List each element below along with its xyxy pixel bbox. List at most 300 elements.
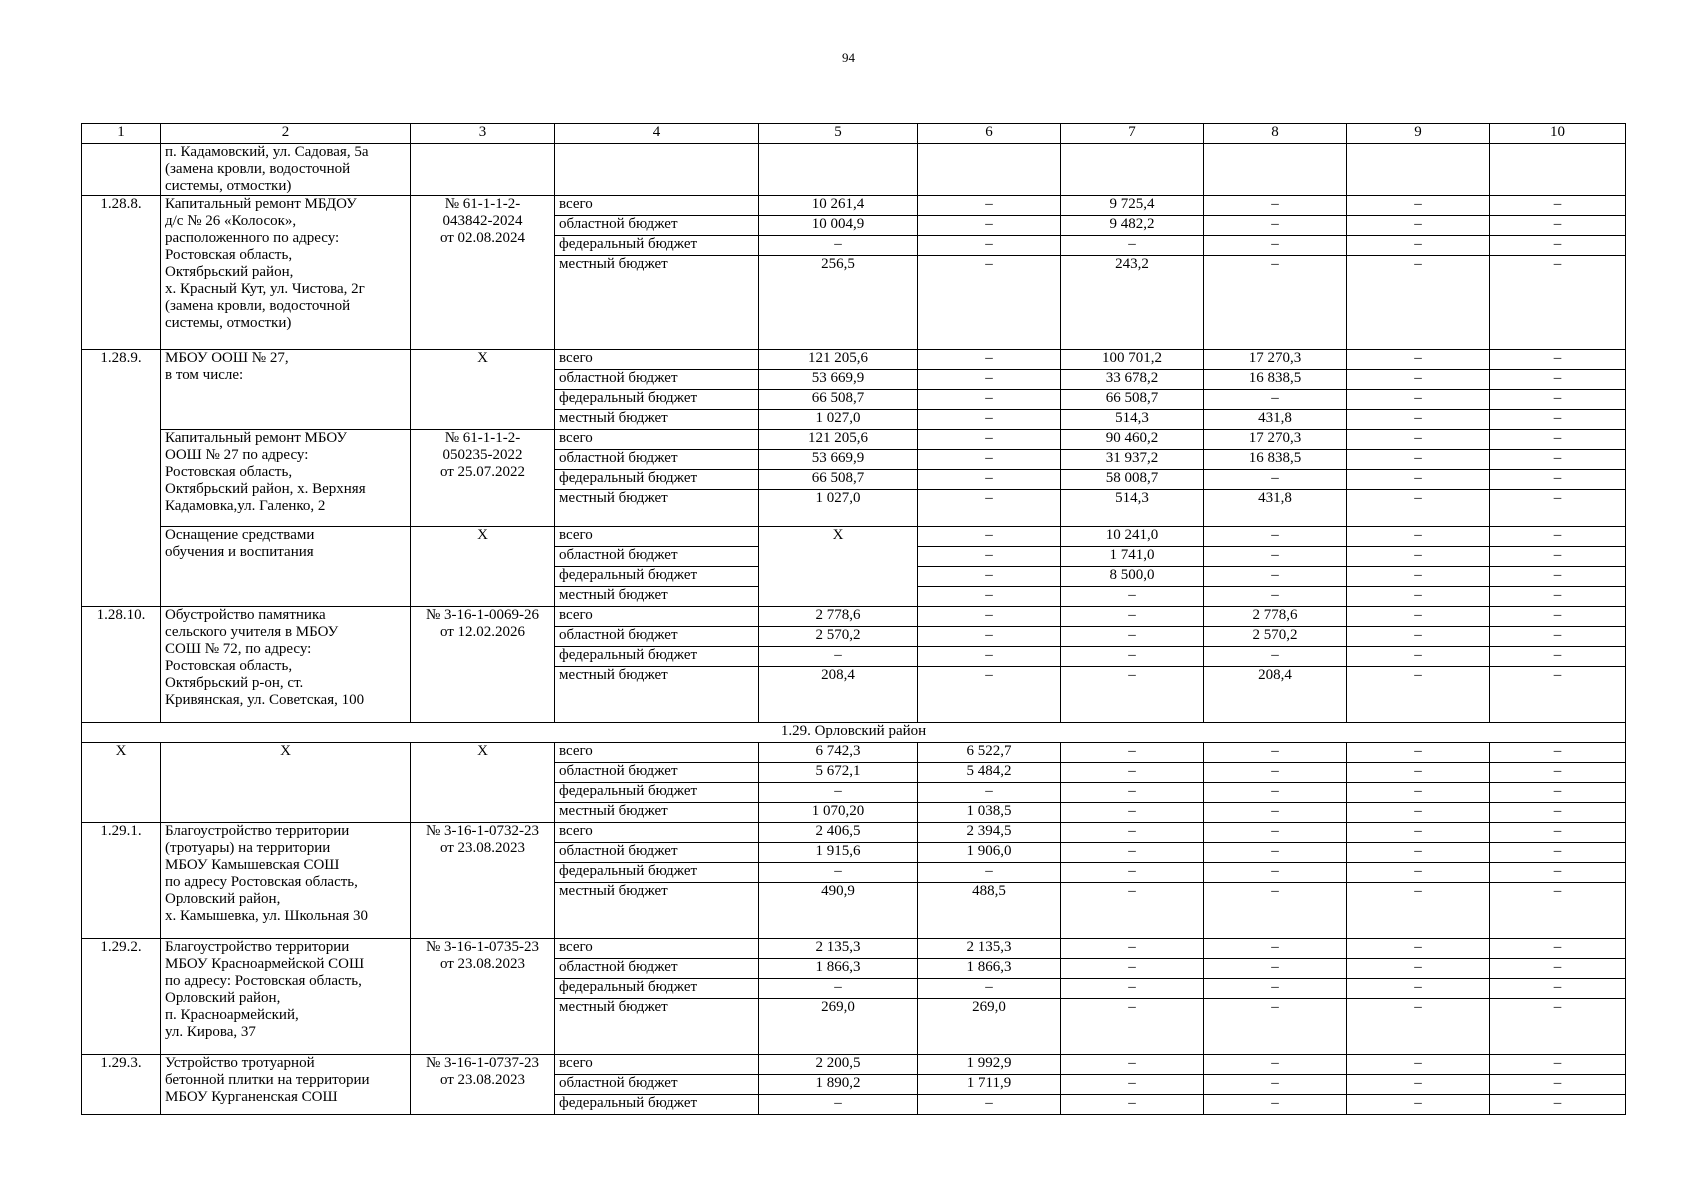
value-cell: 17 270,3: [1204, 430, 1347, 450]
cell-text-line: (тротуары) на территории: [165, 840, 331, 856]
value-cell: –: [759, 863, 918, 883]
value-cell: –: [1204, 843, 1347, 863]
value-cell: 100 701,2: [1061, 350, 1204, 370]
value-cell: 10 004,9: [759, 216, 918, 236]
value-cell: –: [1061, 959, 1204, 979]
value-cell: 31 937,2: [1061, 450, 1204, 470]
value-cell: 488,5: [918, 883, 1061, 939]
table-row: [82, 527, 1626, 547]
empty-cell: [1061, 144, 1204, 196]
value-cell: –: [1347, 959, 1490, 979]
value-cell: –: [1204, 647, 1347, 667]
table-body: [82, 124, 1626, 1115]
cell-text-line: Кривянская, ул. Советская, 100: [165, 692, 365, 708]
empty-cell: [411, 144, 555, 196]
page-number: 94: [842, 50, 855, 65]
value-cell: –: [1347, 430, 1490, 450]
value-cell: –: [1061, 647, 1204, 667]
empty-cell: [759, 144, 918, 196]
cell-text-line: № 3-16-1-0732-23: [425, 823, 540, 839]
cell-text-line: от 23.08.2023: [439, 840, 526, 856]
value-cell: –: [1490, 1095, 1626, 1115]
cell-text-line: х. Камышевка, ул. Школьная 30: [165, 908, 368, 924]
value-cell: –: [759, 236, 918, 256]
cell-text-line: (замена кровли, водосточной: [165, 161, 351, 177]
continuation-row: [82, 144, 1626, 196]
value-cell: –: [1204, 959, 1347, 979]
table-row: [82, 939, 1626, 959]
value-cell: –: [1490, 743, 1626, 763]
value-cell: 10 241,0: [1061, 527, 1204, 547]
funding-source-cell: федеральный бюджет: [555, 236, 759, 256]
value-cell: 53 669,9: [759, 370, 918, 390]
value-cell: –: [1347, 410, 1490, 430]
value-cell: 8 500,0: [1061, 567, 1204, 587]
value-cell: –: [918, 256, 1061, 350]
value-cell: 10 261,4: [759, 196, 918, 216]
object-name-cell: [161, 939, 411, 1055]
funding-source-cell: федеральный бюджет: [555, 390, 759, 410]
value-cell: 269,0: [759, 999, 918, 1055]
value-cell: –: [1490, 979, 1626, 999]
value-cell: 1 890,2: [759, 1075, 918, 1095]
value-cell: –: [1061, 863, 1204, 883]
value-cell: –: [918, 587, 1061, 607]
funding-source-cell: федеральный бюджет: [555, 783, 759, 803]
cell-text-line: Октябрьский р-он, ст.: [165, 675, 304, 691]
value-cell: –: [1061, 939, 1204, 959]
value-cell: Х: [759, 527, 918, 607]
value-cell: –: [1204, 939, 1347, 959]
value-cell: 1 027,0: [759, 410, 918, 430]
value-cell: –: [1490, 236, 1626, 256]
funding-source-cell: местный бюджет: [555, 410, 759, 430]
value-cell: –: [918, 527, 1061, 547]
cell-text-line: от 23.08.2023: [439, 1072, 526, 1088]
cell-text-line: Благоустройство территории: [165, 939, 350, 955]
value-cell: –: [1490, 823, 1626, 843]
cell-text-line: Благоустройство территории: [165, 823, 350, 839]
cell-text-line: х. Красный Кут, ул. Чистова, 2г: [165, 281, 365, 297]
value-cell: 269,0: [918, 999, 1061, 1055]
empty-cell: [1490, 144, 1626, 196]
value-cell: –: [1347, 490, 1490, 527]
cell-text-line: (замена кровли, водосточной: [165, 298, 351, 314]
value-cell: –: [1347, 783, 1490, 803]
funding-source-cell: федеральный бюджет: [555, 979, 759, 999]
cell-text-line: МБОУ ООШ № 27,: [165, 350, 289, 366]
cell-text-line: № 61-1-1-2-: [444, 430, 521, 446]
value-cell: 431,8: [1204, 490, 1347, 527]
value-cell: –: [1490, 1055, 1626, 1075]
value-cell: –: [1204, 883, 1347, 939]
value-cell: –: [1490, 350, 1626, 370]
funding-source-cell: местный бюджет: [555, 667, 759, 723]
value-cell: 16 838,5: [1204, 370, 1347, 390]
value-cell: 2 778,6: [1204, 607, 1347, 627]
value-cell: 2 135,3: [918, 939, 1061, 959]
document-cell: [411, 350, 555, 430]
column-header: 3: [411, 124, 555, 144]
value-cell: –: [918, 370, 1061, 390]
object-name-cell: [161, 350, 411, 430]
document-cell: [411, 1055, 555, 1115]
value-cell: –: [1204, 1075, 1347, 1095]
cell-text-line: Х: [477, 743, 488, 759]
funding-source-cell: федеральный бюджет: [555, 863, 759, 883]
value-cell: –: [1490, 527, 1626, 547]
value-cell: –: [918, 470, 1061, 490]
item-number-cell: 1.29.1.: [82, 823, 161, 939]
funding-source-cell: областной бюджет: [555, 1075, 759, 1095]
value-cell: 1 992,9: [918, 1055, 1061, 1075]
cell-text-line: ул. Кирова, 37: [165, 1024, 256, 1040]
value-cell: –: [1490, 410, 1626, 430]
value-cell: 9 725,4: [1061, 196, 1204, 216]
value-cell: 431,8: [1204, 410, 1347, 430]
cell-text-line: п. Красноармейский,: [165, 1007, 299, 1023]
object-name-cell: [161, 743, 411, 823]
value-cell: –: [1490, 430, 1626, 450]
value-cell: –: [1061, 1055, 1204, 1075]
value-cell: –: [1204, 256, 1347, 350]
cell-text-line: Ростовская область,: [165, 658, 293, 674]
cell-text-line: Х: [280, 743, 291, 759]
value-cell: –: [1490, 647, 1626, 667]
funding-source-cell: областной бюджет: [555, 843, 759, 863]
section-title: 1.29. Орловский район: [82, 723, 1626, 743]
value-cell: 1 866,3: [918, 959, 1061, 979]
value-cell: 6 522,7: [918, 743, 1061, 763]
funding-source-cell: всего: [555, 823, 759, 843]
value-cell: –: [1490, 627, 1626, 647]
funding-source-cell: всего: [555, 743, 759, 763]
cell-text-line: № 3-16-1-0069-26: [425, 607, 540, 623]
funding-source-cell: всего: [555, 350, 759, 370]
value-cell: –: [1490, 470, 1626, 490]
value-cell: –: [1204, 743, 1347, 763]
funding-source-cell: областной бюджет: [555, 959, 759, 979]
funding-source-cell: областной бюджет: [555, 370, 759, 390]
funding-source-cell: областной бюджет: [555, 627, 759, 647]
value-cell: –: [1347, 196, 1490, 216]
funding-source-cell: всего: [555, 527, 759, 547]
object-name-cell: [161, 196, 411, 350]
cell-text-line: Капитальный ремонт МБОУ: [165, 430, 347, 446]
value-cell: –: [1347, 979, 1490, 999]
value-cell: –: [1490, 450, 1626, 470]
cell-text-line: № 61-1-1-2-: [444, 196, 521, 212]
value-cell: –: [1204, 1055, 1347, 1075]
document-cell: [411, 430, 555, 527]
item-number-cell: 1.28.9.: [82, 350, 161, 607]
value-cell: –: [1347, 256, 1490, 350]
value-cell: –: [1490, 567, 1626, 587]
value-cell: –: [1347, 863, 1490, 883]
object-name-cell: [161, 1055, 411, 1115]
value-cell: 1 866,3: [759, 959, 918, 979]
value-cell: –: [1490, 547, 1626, 567]
value-cell: –: [1490, 863, 1626, 883]
funding-source-cell: областной бюджет: [555, 450, 759, 470]
object-name-cell: [161, 823, 411, 939]
section-header-row: [82, 723, 1626, 743]
value-cell: –: [1490, 763, 1626, 783]
item-number-cell: [82, 144, 161, 196]
value-cell: –: [1347, 547, 1490, 567]
empty-cell: [1204, 144, 1347, 196]
document-cell: [411, 607, 555, 723]
value-cell: –: [1204, 999, 1347, 1055]
value-cell: –: [1347, 236, 1490, 256]
funding-source-cell: всего: [555, 939, 759, 959]
value-cell: –: [1061, 607, 1204, 627]
value-cell: 90 460,2: [1061, 430, 1204, 450]
table-row: [82, 607, 1626, 627]
value-cell: –: [1347, 1095, 1490, 1115]
funding-source-cell: местный бюджет: [555, 256, 759, 350]
value-cell: –: [1204, 567, 1347, 587]
value-cell: 2 135,3: [759, 939, 918, 959]
cell-text-line: 050235-2022: [442, 447, 523, 463]
cell-text-line: Ростовская область,: [165, 247, 293, 263]
value-cell: –: [918, 647, 1061, 667]
value-cell: –: [1204, 783, 1347, 803]
value-cell: 1 741,0: [1061, 547, 1204, 567]
value-cell: 6 742,3: [759, 743, 918, 763]
object-name-cell: [161, 527, 411, 607]
table-row: [82, 743, 1626, 763]
value-cell: –: [918, 607, 1061, 627]
value-cell: –: [1347, 743, 1490, 763]
cell-text-line: по адресу Ростовская область,: [165, 874, 358, 890]
value-cell: –: [1490, 1075, 1626, 1095]
value-cell: –: [918, 863, 1061, 883]
empty-cell: [918, 144, 1061, 196]
value-cell: –: [918, 627, 1061, 647]
cell-text-line: системы, отмостки): [165, 178, 292, 194]
table-row: [82, 823, 1626, 843]
value-cell: –: [918, 1095, 1061, 1115]
value-cell: –: [918, 567, 1061, 587]
column-header: 10: [1490, 124, 1626, 144]
funding-source-cell: всего: [555, 1055, 759, 1075]
value-cell: 2 570,2: [759, 627, 918, 647]
value-cell: –: [1061, 667, 1204, 723]
value-cell: –: [1490, 370, 1626, 390]
item-number-cell: 1.28.8.: [82, 196, 161, 350]
cell-text-line: Капитальный ремонт МБДОУ: [165, 196, 357, 212]
funding-source-cell: областной бюджет: [555, 763, 759, 783]
value-cell: –: [1061, 843, 1204, 863]
value-cell: 1 906,0: [918, 843, 1061, 863]
value-cell: –: [1347, 1055, 1490, 1075]
value-cell: –: [918, 783, 1061, 803]
empty-cell: [1347, 144, 1490, 196]
cell-text-line: бетонной плитки на территории: [165, 1072, 370, 1088]
value-cell: –: [1347, 627, 1490, 647]
cell-text-line: МБОУ Красноармейской СОШ: [165, 956, 365, 972]
funding-source-cell: федеральный бюджет: [555, 567, 759, 587]
cell-text-line: от 12.02.2026: [439, 624, 526, 640]
value-cell: –: [1347, 999, 1490, 1055]
object-name-cell: [161, 607, 411, 723]
value-cell: –: [1490, 667, 1626, 723]
cell-text-line: Х: [477, 350, 488, 366]
value-cell: –: [1204, 763, 1347, 783]
value-cell: –: [759, 979, 918, 999]
value-cell: 121 205,6: [759, 350, 918, 370]
value-cell: –: [1204, 863, 1347, 883]
value-cell: –: [1204, 823, 1347, 843]
cell-text-line: № 3-16-1-0737-23: [425, 1055, 540, 1071]
cell-text-line: от 25.07.2022: [439, 464, 526, 480]
value-cell: –: [1347, 667, 1490, 723]
value-cell: 1 038,5: [918, 803, 1061, 823]
value-cell: –: [1490, 256, 1626, 350]
cell-text-line: Х: [477, 527, 488, 543]
document-cell: [411, 939, 555, 1055]
value-cell: –: [1490, 216, 1626, 236]
value-cell: –: [1061, 979, 1204, 999]
value-cell: –: [759, 647, 918, 667]
value-cell: –: [1204, 470, 1347, 490]
cell-text-line: Октябрьский район, х. Верхняя: [165, 481, 366, 497]
document-cell: [411, 196, 555, 350]
value-cell: –: [1347, 823, 1490, 843]
value-cell: 514,3: [1061, 490, 1204, 527]
value-cell: 5 672,1: [759, 763, 918, 783]
cell-text-line: от 02.08.2024: [439, 230, 526, 246]
value-cell: 66 508,7: [1061, 390, 1204, 410]
value-cell: –: [918, 430, 1061, 450]
funding-source-cell: местный бюджет: [555, 883, 759, 939]
funding-source-cell: областной бюджет: [555, 216, 759, 236]
value-cell: –: [918, 236, 1061, 256]
value-cell: –: [918, 979, 1061, 999]
value-cell: –: [1347, 450, 1490, 470]
value-cell: –: [759, 1095, 918, 1115]
table-row: [82, 1055, 1626, 1075]
value-cell: –: [1347, 843, 1490, 863]
cell-text-line: Орловский район,: [165, 891, 281, 907]
value-cell: –: [1490, 999, 1626, 1055]
column-header: 7: [1061, 124, 1204, 144]
value-cell: –: [1490, 390, 1626, 410]
cell-text-line: от 23.08.2023: [439, 956, 526, 972]
funding-source-cell: федеральный бюджет: [555, 470, 759, 490]
value-cell: –: [1347, 216, 1490, 236]
value-cell: 53 669,9: [759, 450, 918, 470]
value-cell: –: [918, 390, 1061, 410]
value-cell: –: [1204, 803, 1347, 823]
value-cell: 2 406,5: [759, 823, 918, 843]
cell-text-line: 043842-2024: [442, 213, 523, 229]
funding-source-cell: местный бюджет: [555, 999, 759, 1055]
value-cell: –: [1347, 883, 1490, 939]
value-cell: 1 070,20: [759, 803, 918, 823]
cell-text-line: № 3-16-1-0735-23: [425, 939, 540, 955]
value-cell: –: [918, 410, 1061, 430]
value-cell: –: [1490, 587, 1626, 607]
column-header: 9: [1347, 124, 1490, 144]
value-cell: –: [1347, 1075, 1490, 1095]
cell-text-line: Орловский район,: [165, 990, 281, 1006]
value-cell: 1 711,9: [918, 1075, 1061, 1095]
value-cell: –: [918, 350, 1061, 370]
value-cell: 121 205,6: [759, 430, 918, 450]
value-cell: –: [1061, 743, 1204, 763]
value-cell: –: [1061, 823, 1204, 843]
object-name-cell: [161, 430, 411, 527]
value-cell: –: [1204, 527, 1347, 547]
value-cell: –: [1061, 763, 1204, 783]
value-cell: 66 508,7: [759, 470, 918, 490]
value-cell: 514,3: [1061, 410, 1204, 430]
value-cell: –: [1204, 1095, 1347, 1115]
value-cell: –: [1061, 999, 1204, 1055]
value-cell: 9 482,2: [1061, 216, 1204, 236]
value-cell: –: [918, 196, 1061, 216]
value-cell: –: [1490, 959, 1626, 979]
funding-source-cell: местный бюджет: [555, 587, 759, 607]
funding-source-cell: областной бюджет: [555, 547, 759, 567]
budget-table: [81, 123, 1626, 1115]
funding-source-cell: всего: [555, 196, 759, 216]
value-cell: –: [1490, 939, 1626, 959]
value-cell: 208,4: [759, 667, 918, 723]
cell-text-line: обучения и воспитания: [165, 544, 314, 560]
value-cell: –: [1347, 647, 1490, 667]
cell-text-line: Обустройство памятника: [165, 607, 326, 623]
column-header: 8: [1204, 124, 1347, 144]
value-cell: 58 008,7: [1061, 470, 1204, 490]
value-cell: –: [1490, 783, 1626, 803]
document-cell: [411, 743, 555, 823]
value-cell: 2 778,6: [759, 607, 918, 627]
table-row: [82, 196, 1626, 216]
value-cell: 16 838,5: [1204, 450, 1347, 470]
value-cell: –: [1204, 236, 1347, 256]
empty-cell: [555, 144, 759, 196]
value-cell: –: [918, 547, 1061, 567]
value-cell: –: [1490, 196, 1626, 216]
table-row: [82, 430, 1626, 450]
value-cell: 2 570,2: [1204, 627, 1347, 647]
value-cell: 490,9: [759, 883, 918, 939]
value-cell: –: [1347, 390, 1490, 410]
value-cell: –: [1490, 883, 1626, 939]
object-name-cell: [161, 144, 411, 196]
column-header: 5: [759, 124, 918, 144]
value-cell: 208,4: [1204, 667, 1347, 723]
item-number-cell: 1.28.10.: [82, 607, 161, 723]
table-row: [82, 350, 1626, 370]
value-cell: –: [1347, 470, 1490, 490]
cell-text-line: ООШ № 27 по адресу:: [165, 447, 309, 463]
value-cell: –: [1347, 939, 1490, 959]
item-number-cell: 1.29.2.: [82, 939, 161, 1055]
value-cell: 1 027,0: [759, 490, 918, 527]
value-cell: 2 200,5: [759, 1055, 918, 1075]
value-cell: –: [1347, 370, 1490, 390]
value-cell: 256,5: [759, 256, 918, 350]
value-cell: –: [1347, 567, 1490, 587]
value-cell: –: [1347, 763, 1490, 783]
value-cell: –: [1204, 216, 1347, 236]
column-header: 4: [555, 124, 759, 144]
cell-text-line: СОШ № 72, по адресу:: [165, 641, 312, 657]
